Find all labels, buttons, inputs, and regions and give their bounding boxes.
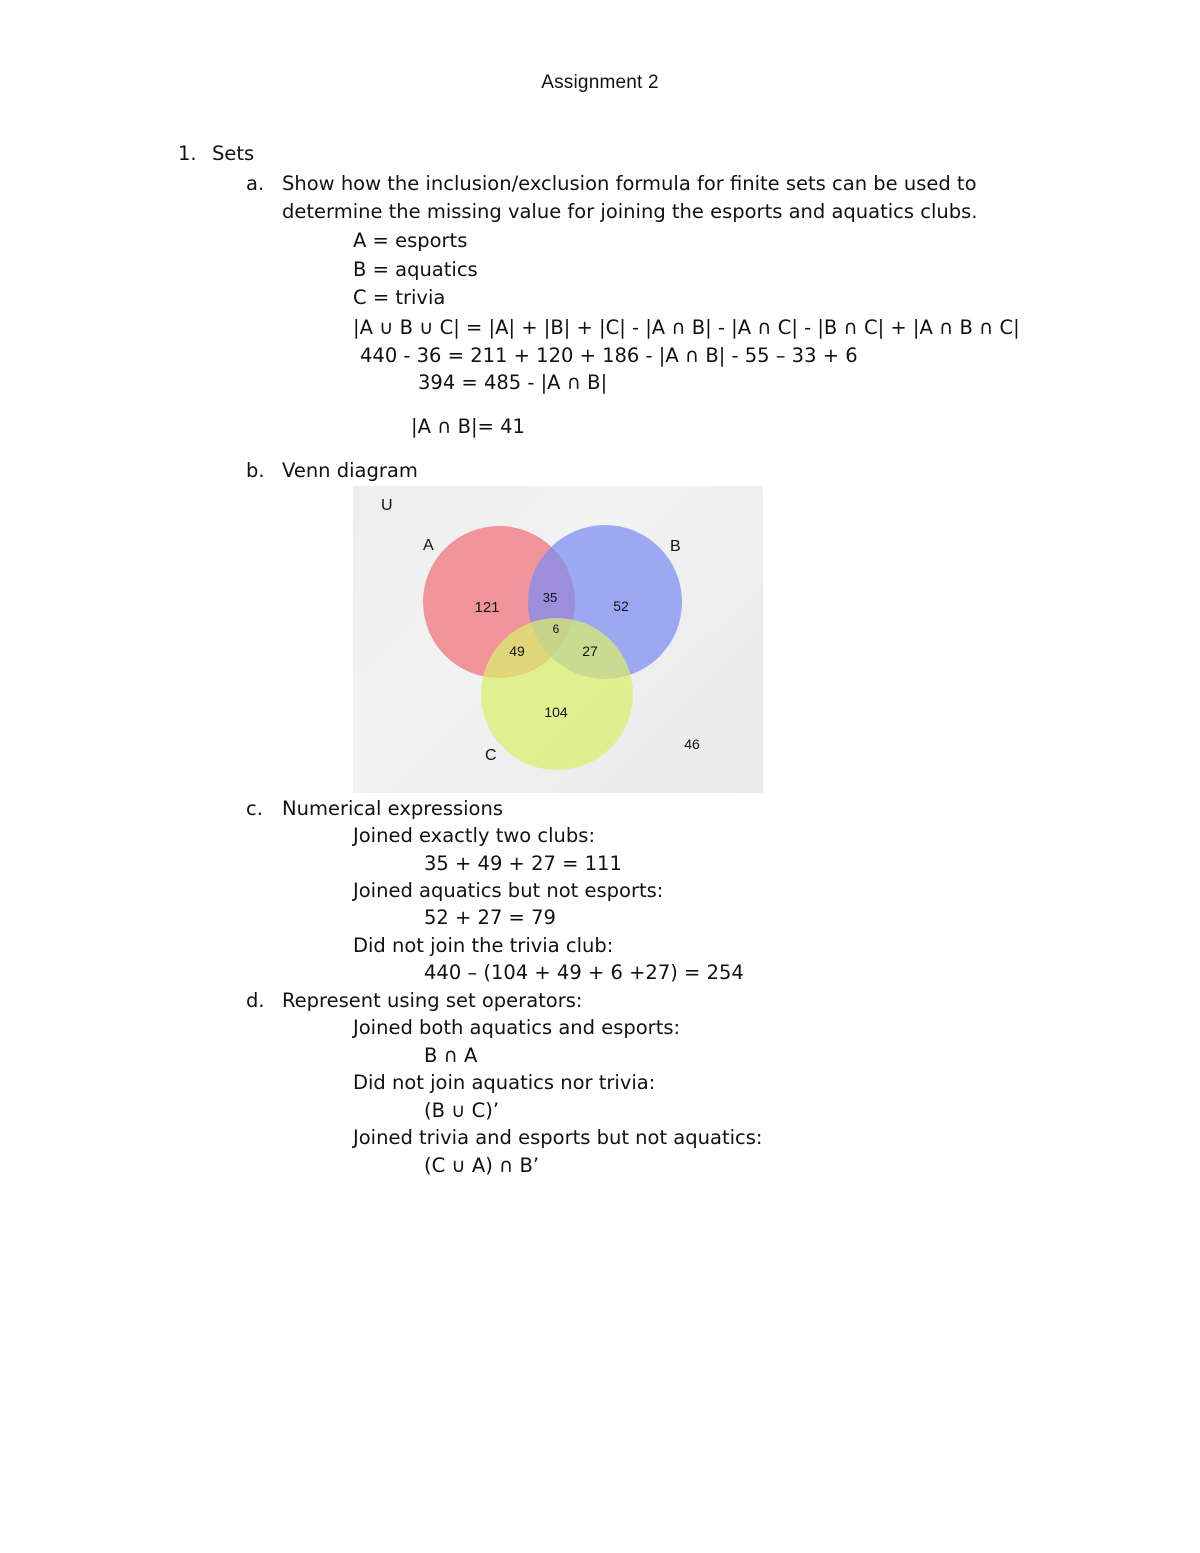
venn-region-b-only: 52 bbox=[613, 598, 629, 614]
definition-b: B = aquatics bbox=[353, 258, 478, 281]
part-a-question-line2: determine the missing value for joining the esports and aquatics clubs. bbox=[282, 200, 978, 223]
part-c-answer-3: 440 – (104 + 49 + 6 +27) = 254 bbox=[424, 961, 744, 984]
part-d-label: Represent using set operators: bbox=[282, 989, 583, 1012]
venn-region-outside: 46 bbox=[684, 736, 700, 752]
section-heading-sets: Sets bbox=[212, 142, 255, 165]
venn-circle-c bbox=[481, 618, 633, 770]
formula-result: |A ∩ B|= 41 bbox=[411, 415, 525, 438]
part-c-answer-2: 52 + 27 = 79 bbox=[424, 906, 556, 929]
venn-label-a: A bbox=[423, 537, 434, 554]
part-d-marker: d. bbox=[246, 989, 265, 1012]
part-d-question-2: Did not join aquatics nor trivia: bbox=[353, 1071, 656, 1094]
venn-universe-label: U bbox=[381, 497, 393, 514]
part-c-question-2: Joined aquatics but not esports: bbox=[353, 879, 664, 902]
venn-region-a-only: 121 bbox=[474, 599, 500, 616]
definition-a: A = esports bbox=[353, 229, 468, 252]
part-d-question-3: Joined trivia and esports but not aquatics: bbox=[353, 1126, 763, 1149]
part-a-marker: a. bbox=[246, 172, 265, 195]
part-d-answer-3: (C ∪ A) ∩ B’ bbox=[424, 1154, 540, 1177]
part-d-question-1: Joined both aquatics and esports: bbox=[353, 1016, 681, 1039]
part-a-question-line1: Show how the inclusion/exclusion formula for finite sets can be used to bbox=[282, 172, 977, 195]
venn-label-b: B bbox=[670, 538, 681, 555]
part-c-label: Numerical expressions bbox=[282, 797, 504, 820]
part-d-answer-2: (B ∪ C)’ bbox=[424, 1099, 500, 1122]
part-c-question-3: Did not join the trivia club: bbox=[353, 934, 614, 957]
venn-region-abc: 6 bbox=[552, 622, 560, 636]
part-c-marker: c. bbox=[246, 797, 263, 820]
part-c-question-1: Joined exactly two clubs: bbox=[353, 824, 596, 847]
definition-c: C = trivia bbox=[353, 286, 446, 309]
part-c-answer-1: 35 + 49 + 27 = 111 bbox=[424, 852, 622, 875]
part-b-label: Venn diagram bbox=[282, 459, 418, 482]
inclusion-exclusion-formula: |A ∪ B ∪ C| = |A| + |B| + |C| - |A ∩ B| - |A ∩ C| - |B ∩ C| + |A ∩ B ∩ C| bbox=[353, 316, 1020, 339]
part-b-marker: b. bbox=[246, 459, 265, 482]
venn-region-c-only: 104 bbox=[544, 704, 568, 720]
venn-region-a-and-c: 49 bbox=[509, 643, 525, 659]
venn-region-b-and-c: 27 bbox=[582, 643, 598, 659]
list-number-1: 1. bbox=[178, 142, 197, 165]
formula-step-1: 440 - 36 = 211 + 120 + 186 - |A ∩ B| - 55 – 33 + 6 bbox=[360, 344, 858, 367]
venn-diagram bbox=[353, 486, 763, 793]
venn-region-a-and-b: 35 bbox=[542, 590, 558, 605]
page-title: Assignment 2 bbox=[541, 72, 659, 93]
venn-label-c: C bbox=[485, 747, 497, 764]
formula-step-2: 394 = 485 - |A ∩ B| bbox=[418, 371, 608, 394]
part-d-answer-1: B ∩ A bbox=[424, 1044, 478, 1067]
